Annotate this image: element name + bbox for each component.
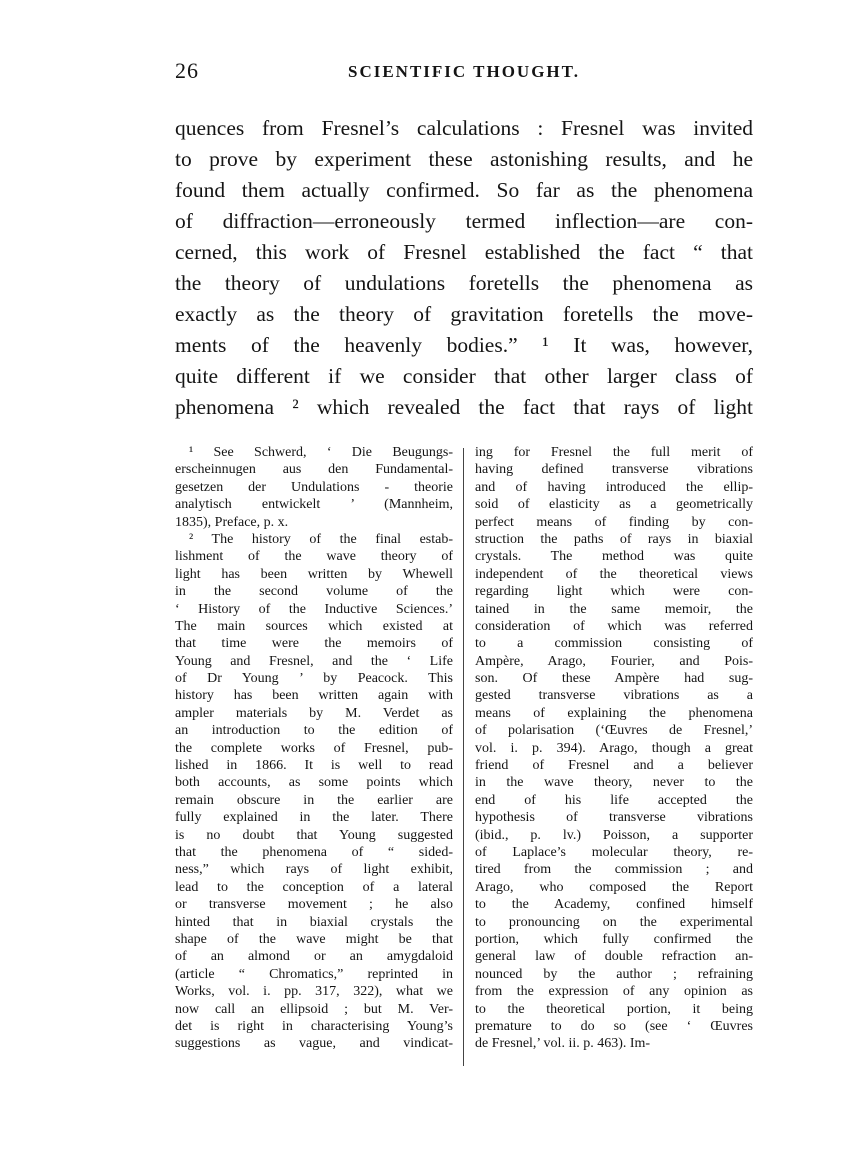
footnote-line: nounced by the author ; refraining <box>475 966 753 982</box>
footnote-line: tained in the same memoir, the <box>475 601 753 617</box>
footnote-line: de Fresnel,’ vol. ii. p. 463). Im- <box>475 1036 651 1052</box>
footnote-line: perfect means of finding by con- <box>475 514 753 530</box>
body-text-line: quite different if we consider that other larger class of <box>175 364 753 388</box>
footnote-line: analytisch entwickelt ’ (Mannheim, <box>175 497 453 513</box>
body-text-line: quences from Fresnel’s calculations : Fresnel was invited <box>175 116 753 140</box>
footnote-line: gested transverse vibrations as a <box>475 688 753 704</box>
footnote-line: det is right in characterising Young’s <box>175 1018 453 1034</box>
footnote-line: general law of double refraction an- <box>475 949 753 965</box>
footnote-line: crystals. The method was quite <box>475 549 753 565</box>
footnote-line: soid of elasticity as a geometrically <box>475 497 753 513</box>
footnote-line: in the wave theory, never to the <box>475 775 753 791</box>
body-text-line: to prove by experiment these astonishing results, and he <box>175 147 753 171</box>
footnote-line: and of having introduced the ellip- <box>475 479 753 495</box>
footnote-line: having defined transverse vibrations <box>475 462 753 478</box>
footnotes <box>175 444 753 1074</box>
footnote-line: lead to the conception of a lateral <box>175 879 453 895</box>
footnote-column-left <box>175 444 453 1053</box>
running-title: SCIENTIFIC THOUGHT. <box>348 62 580 81</box>
footnote-line: The main sources which existed at <box>175 618 453 634</box>
footnote-line: premature to do so (see ‘ Œuvres <box>475 1018 753 1034</box>
running-head <box>175 58 753 90</box>
footnote-line: to pronouncing on the experimental <box>475 914 753 930</box>
footnote-line: of Laplace’s molecular theory, re- <box>475 844 753 860</box>
footnote-line: lishment of the wave theory of <box>175 549 453 565</box>
footnote-line: hinted that in biaxial crystals the <box>175 914 453 930</box>
footnote-line: to the Academy, confined himself <box>475 897 753 913</box>
body-text-line: phenomena ² which revealed the fact that rays of light <box>175 395 753 419</box>
footnote-line: that time were the memoirs of <box>175 636 453 652</box>
footnote-line: to the theoretical portion, it being <box>475 1001 753 1017</box>
footnote-line: remain obscure in the earlier are <box>175 792 453 808</box>
footnote-line: is no doubt that Young suggested <box>175 827 453 843</box>
body-text-line: the theory of undulations foretells the phenomena as <box>175 271 753 295</box>
footnote-line: son. Of these Ampère had sug- <box>475 671 753 687</box>
footnote-line: (article “ Chromatics,” reprinted in <box>175 966 453 982</box>
footnote-line: fully explained in the later. There <box>175 810 453 826</box>
footnote-line: hypothesis of transverse vibrations <box>475 810 753 826</box>
footnote-line: erscheinnugen aus den Fundamental- <box>175 462 453 478</box>
footnote-line: Arago, who composed the Report <box>475 879 753 895</box>
footnote-line: ness,” which rays of light exhibit, <box>175 862 453 878</box>
footnote-line: means of explaining the phenomena <box>475 705 753 721</box>
footnote-line: or transverse movement ; he also <box>175 897 453 913</box>
footnote-line: regarding light which were con- <box>475 584 753 600</box>
footnote-line: Works, vol. i. pp. 317, 322), what we <box>175 984 453 1000</box>
footnote-line: that the phenomena of “ sided- <box>175 844 453 860</box>
footnote-line: 1835), Preface, p. x. <box>175 514 289 530</box>
body-text-line: cerned, this work of Fresnel established the fact “ that <box>175 240 753 264</box>
footnote-line: to a commission consisting of <box>475 636 753 652</box>
footnote-line: ² The history of the final estab- <box>189 531 453 547</box>
footnote-line: suggestions as vague, and vindicat- <box>175 1036 453 1052</box>
footnote-line: Young and Fresnel, and the ‘ Life <box>175 653 453 669</box>
footnote-line: independent of the theoretical views <box>475 566 753 582</box>
main-text <box>175 113 753 423</box>
footnote-line: shape of the wave might be that <box>175 931 453 947</box>
footnote-line: friend of Fresnel and a believer <box>475 758 753 774</box>
footnote-line: history has been written again with <box>175 688 453 704</box>
body-text-line: ments of the heavenly bodies.” ¹ It was, however, <box>175 333 753 357</box>
page-number: 26 <box>175 58 199 83</box>
footnote-line: in the second volume of the <box>175 584 453 600</box>
footnote-line: end of his life accepted the <box>475 792 753 808</box>
footnote-line: vol. i. p. 394). Arago, though a great <box>475 740 753 756</box>
footnote-line: ing for Fresnel the full merit of <box>475 445 753 460</box>
footnote-line: ‘ History of the Inductive Sciences.’ <box>175 601 453 617</box>
footnote-line: both accounts, as some points which <box>175 775 453 791</box>
footnote-line: struction the paths of rays in biaxial <box>475 531 753 547</box>
footnote-line: of polarisation (‘Œuvres de Fresnel,’ <box>475 723 753 739</box>
footnote-column-right <box>475 444 753 1053</box>
footnote-line: now call an ellipsoid ; but M. Ver- <box>175 1001 453 1017</box>
footnote-line: portion, which fully confirmed the <box>475 931 753 947</box>
footnote-line: tired from the commission ; and <box>475 862 753 878</box>
footnote-line: gesetzen der Undulations - theorie <box>175 479 453 495</box>
body-text-line: of diffraction—erroneously termed inflection—are con- <box>175 209 753 233</box>
body-text-line: exactly as the theory of gravitation foretells the move- <box>175 302 753 326</box>
footnote-line: light has been written by Whewell <box>175 566 453 582</box>
footnote-line: the complete works of Fresnel, pub- <box>175 740 453 756</box>
body-text-line: found them actually confirmed. So far as the phenomena <box>175 178 753 202</box>
footnote-line: of Dr Young ’ by Peacock. This <box>175 671 453 687</box>
footnote-line: of an almond or an amygdaloid <box>175 949 453 965</box>
footnote-line: an introduction to the edition of <box>175 723 453 739</box>
column-divider <box>463 448 464 1066</box>
footnote-line: consideration of which was referred <box>475 618 753 634</box>
footnote-line: from the expression of any opinion as <box>475 984 753 1000</box>
footnote-line: ¹ See Schwerd, ‘ Die Beugungs- <box>189 445 453 460</box>
footnote-line: (ibid., p. lv.) Poisson, a supporter <box>475 827 753 843</box>
footnote-line: Ampère, Arago, Fourier, and Pois- <box>475 653 753 669</box>
footnote-line: ampler materials by M. Verdet as <box>175 705 453 721</box>
footnote-line: lished in 1866. It is well to read <box>175 758 453 774</box>
